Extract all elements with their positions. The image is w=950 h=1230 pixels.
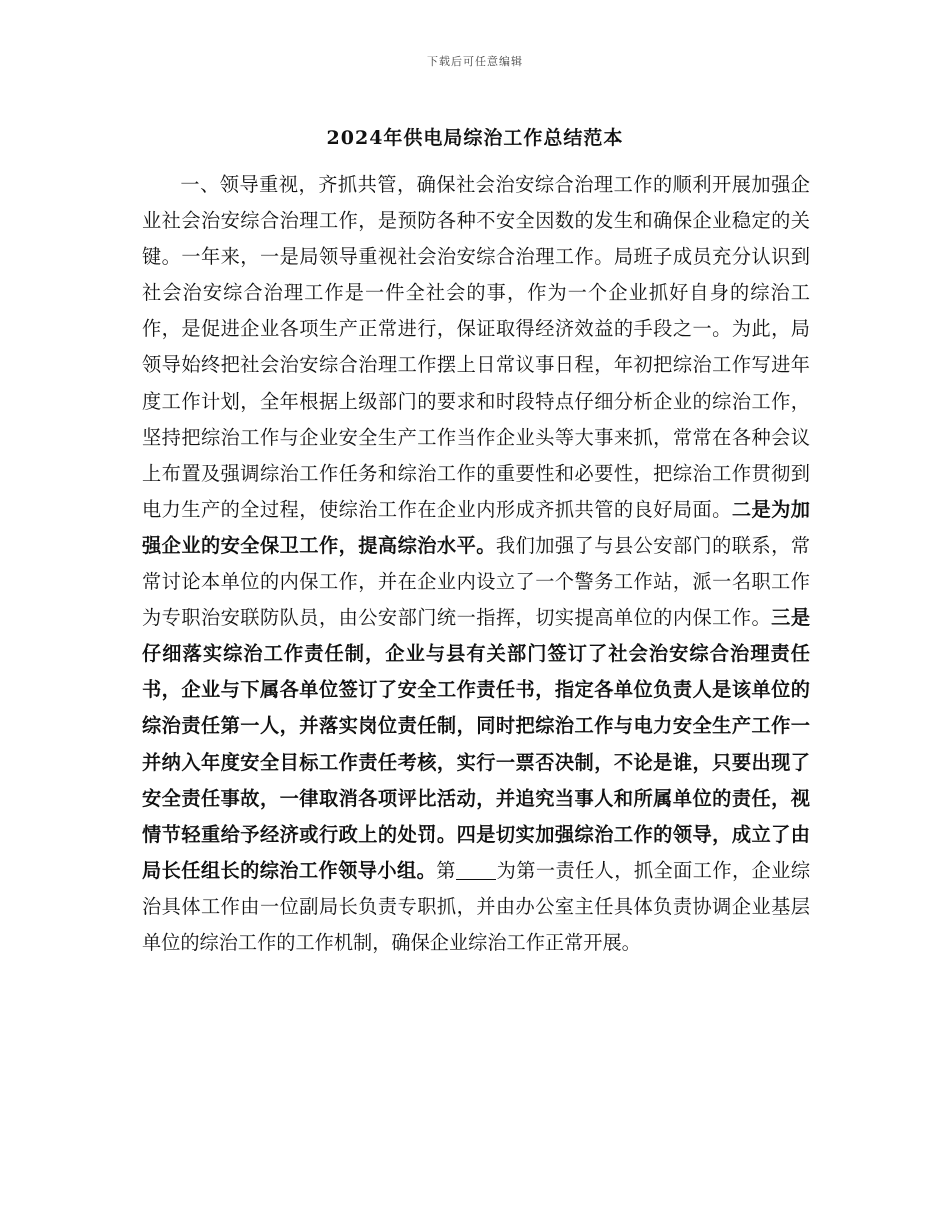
paragraph-bold-text-1: 二是为加强企业的安全保卫工作，提高综治水平。 [142, 497, 810, 557]
paragraph-text-1: 一、领导重视，齐抓共管，确保社会治安综合治理工作的顺利开展加强企业社会治安综合治理工作，是预防各种不安全因数的发生和确保企业稳定的关键。一年来，一是局领导重视社会治安综合治理工作。局班子成员充分认识到社会治安综合治理工作是一件全社会的事，作为一个企业抓好自身的综治工作，是促进企业各项生产正常进行，保证取得经济效益的手段之一。为此，局领导始终把社会治安综合治理工作摆上日常议事日程，年初把综治工作写进年度工作计划，全年根据上级部门的要求和时段特点仔细分析企业的综治工作，坚持把综治工作与企业安全生产工作当作企业头等大事来抓，常常在各种会议上布置及强调综治工作任务和综治工作的重要性和必要性，把综治工作贯彻到电力生产的全过程，使综治工作在企业内形成齐抓共管的良好局面。 [142, 173, 810, 521]
document-title: 2024年供电局综治工作总结范本 [326, 127, 624, 149]
paragraph-text-4: 为第一责任人，抓全面工作，企业综治具体工作由一位副局长负责专职抓，并由办公室主任具体负责协调企业基层单位的综治工作的工作机制，确保企业综治工作正常开展。 [142, 858, 811, 954]
paragraph-bold-text-2: 三是仔细落实综治工作责任制，企业与县有关部门签订了社会治安综合治理责任书，企业与下属各单位签订了安全工作责任书，指定各单位负责人是该单位的综治责任第一人，并落实岗位责任制，同时把综治工作与电力安全生产工作一并纳入年度安全目标工作责任考核，实行一票否决制，不论是谁，只要出现了安全责任事故，一律取消各项评比活动，并追究当事人和所属单位的责任，视情节轻重给予经济或行政上的处罚。四是切实加强综治工作的领导，成立了由局长任组长的综治工作领导小组。 [142, 606, 811, 882]
paragraph-text-3: 第 [436, 858, 456, 882]
fill-in-blank-underline [456, 859, 496, 879]
body-paragraph [142, 167, 810, 961]
page-header-note: 下载后可任意编辑 [427, 55, 523, 68]
paragraph-text-2: 我们加强了与县公安部门的联系，常常讨论本单位的内保工作，并在企业内设立了一个警务工作站，派一名职工作为专职治安联防队员，由公安部门统一指挥，切实提高单位的内保工作。 [142, 533, 811, 630]
